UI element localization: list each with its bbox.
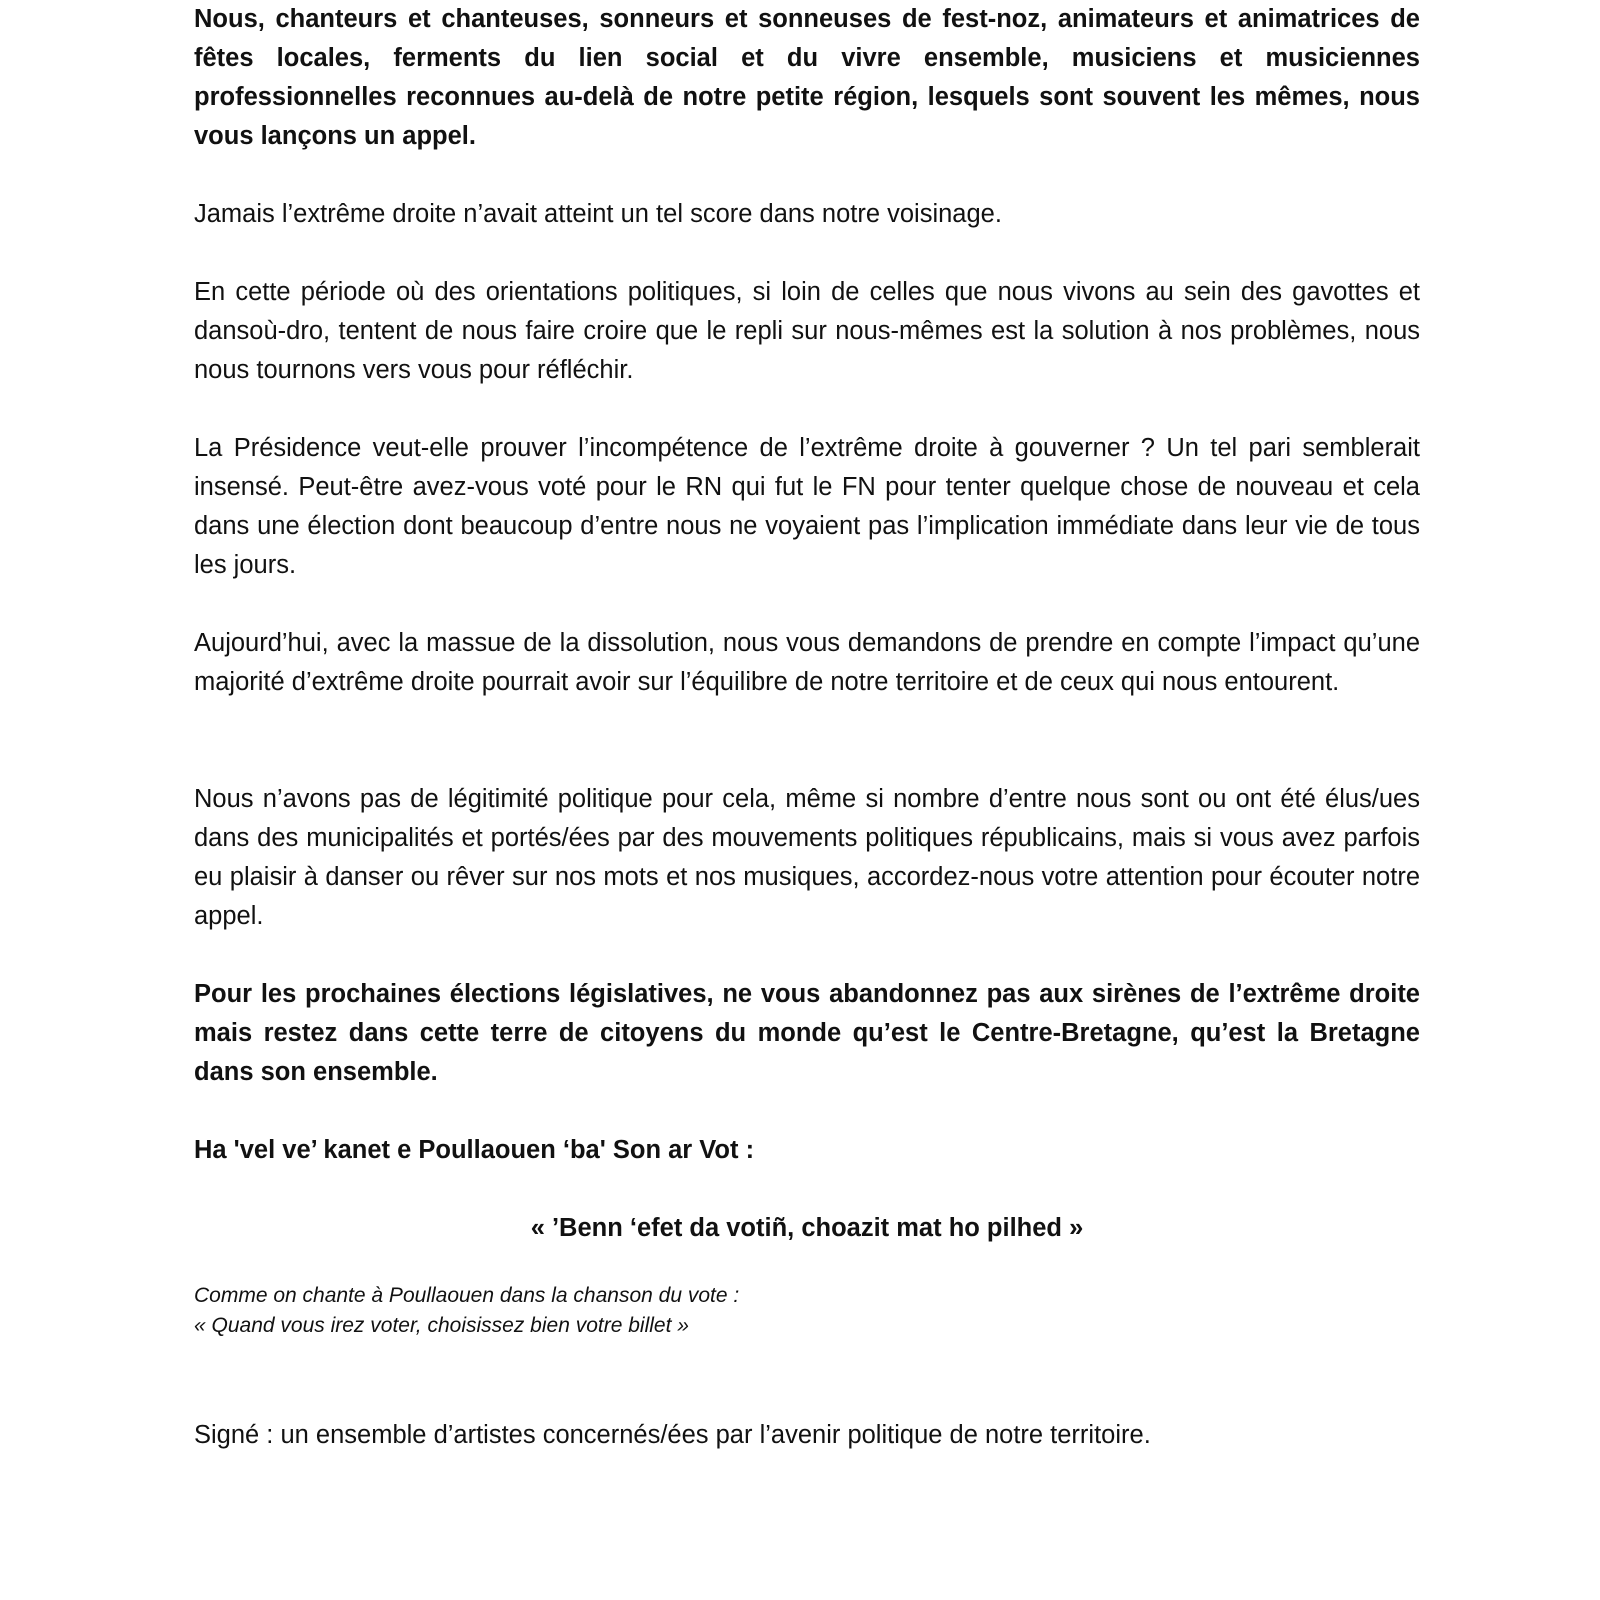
paragraph-orientations: En cette période où des orientations politiques, si loin de celles que nous vivons au sein des gavottes et dansoù-dro, tentent de nous faire croire que le repli sur nous-mêmes est la solution à nos problèmes, nous nous tournons vers vous pour réfléchir.: [194, 278, 1420, 384]
song-quote: « ’Benn ‘efet da votiñ, choazit mat ho pilhed »: [530, 1214, 1084, 1242]
paragraph-legitimite: Nous n’avons pas de légitimité politique pour cela, même si nombre d’entre nous sont ou ont été élus/ues dans des municipalités et portés/ées par des mouvements politiques républicains, mais si vous avez parfois eu plaisir à danser ou rêver sur nos mots et nos musiques, accordez-nous votre attention pour écouter notre appel.: [194, 785, 1420, 930]
paragraph-intro-appeal: Nous, chanteurs et chanteuses, sonneurs et sonneuses de fest-noz, animateurs et animatrices de fêtes locales, ferments du lien social et du vivre ensemble, musiciens et musiciennes professionnelles reconnues au-delà de notre petite région, lesquels sont souvent les mêmes, nous vous lançons un appel.: [194, 5, 1420, 150]
paragraph-dissolution: Aujourd’hui, avec la massue de la dissolution, nous vous demandons de prendre en compte l’impact qu’une majorité d’extrême droite pourrait avoir sur l’équilibre de notre territoire et de ceux qui nous entourent.: [194, 629, 1420, 696]
paragraph-elections: Pour les prochaines élections législatives, ne vous abandonnez pas aux sirènes de l’extrême droite mais restez dans cette terre de citoyens du monde qu’est le Centre-Bretagne, qu’est la Bretagne dans son ensemble.: [194, 980, 1420, 1086]
paragraph-presidence: La Présidence veut-elle prouver l’incompétence de l’extrême droite à gouverner ? Un tel pari semblerait insensé. Peut-être avez-vous voté pour le RN qui fut le FN pour tenter quelque chose de nouveau et cela dans une élection dont beaucoup d’entre nous ne voyaient pas l’implication immédiate dans leur vie de tous les jours.: [194, 434, 1420, 579]
song-intro: Ha 'vel ve’ kanet e Poullaouen ‘ba' Son ar Vot :: [194, 1136, 755, 1164]
translation-note-line-1: Comme on chante à Poullaouen dans la chanson du vote :: [194, 1284, 740, 1307]
paragraph-score: Jamais l’extrême droite n’avait atteint un tel score dans notre voisinage.: [194, 200, 1002, 228]
translation-note-line-2: « Quand vous irez voter, choisissez bien votre billet »: [194, 1314, 689, 1337]
signature: Signé : un ensemble d’artistes concernés/ées par l’avenir politique de notre territoire.: [194, 1421, 1151, 1449]
